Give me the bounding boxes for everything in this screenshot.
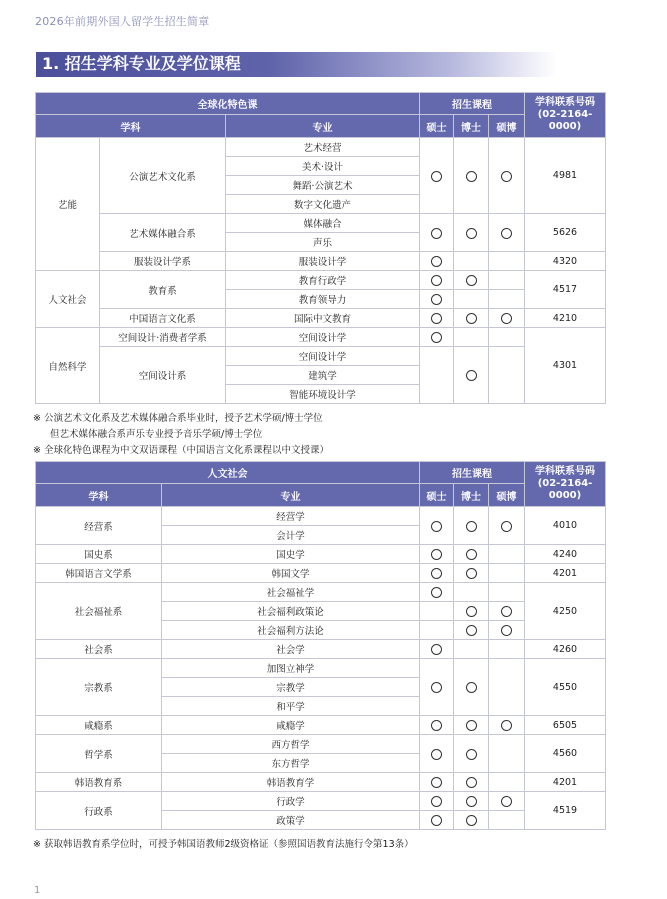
circle-icon xyxy=(466,682,477,693)
contact-code: 4320 xyxy=(525,252,606,271)
circle-icon xyxy=(431,275,442,286)
master-mark xyxy=(420,792,454,811)
combined-mark xyxy=(489,773,525,792)
major-header: 专业 xyxy=(162,484,420,507)
dept-cell: 中国语言文化系 xyxy=(100,309,226,328)
dept-cell: 教育系 xyxy=(100,271,226,309)
major-cell: 智能环境设计学 xyxy=(226,385,420,404)
dept-cell: 宗教系 xyxy=(36,659,162,716)
circle-icon xyxy=(431,294,442,305)
major-cell: 会计学 xyxy=(162,526,420,545)
major-cell: 韩国文学 xyxy=(162,564,420,583)
circle-icon xyxy=(466,625,477,636)
table-group-title: 全球化特色课 xyxy=(36,93,420,115)
major-cell: 东方哲学 xyxy=(162,754,420,773)
circle-icon xyxy=(431,777,442,788)
master-mark xyxy=(420,290,454,309)
contact-code: 4250 xyxy=(525,583,606,640)
master-mark xyxy=(420,621,454,640)
major-cell: 声乐 xyxy=(226,233,420,252)
combined-mark xyxy=(489,792,525,811)
dept-cell: 韩语教育系 xyxy=(36,773,162,792)
dept-cell: 空间设计系 xyxy=(100,347,226,404)
contact-code: 4010 xyxy=(525,507,606,545)
master-mark xyxy=(420,564,454,583)
major-cell: 社会福利政策论 xyxy=(162,602,420,621)
doctor-header: 博士 xyxy=(454,115,489,138)
master-mark xyxy=(420,583,454,602)
field-cell: 艺能 xyxy=(36,138,100,271)
circle-icon xyxy=(466,777,477,788)
combined-mark xyxy=(489,328,525,347)
combined-mark xyxy=(489,735,525,773)
circle-icon xyxy=(431,332,442,343)
dept-cell: 国史系 xyxy=(36,545,162,564)
combined-header: 硕博 xyxy=(489,484,525,507)
circle-icon xyxy=(466,521,477,532)
contact-header: 学科联系号码 (02-2164-0000) xyxy=(525,93,606,138)
contact-code: 4517 xyxy=(525,271,606,309)
master-header: 硕士 xyxy=(420,484,454,507)
circle-icon xyxy=(431,171,442,182)
major-cell: 行政学 xyxy=(162,792,420,811)
master-header: 硕士 xyxy=(420,115,454,138)
field-cell: 自然科学 xyxy=(36,328,100,404)
program-header: 招生课程 xyxy=(420,93,525,115)
contact-code: 4550 xyxy=(525,659,606,716)
doctor-mark xyxy=(454,290,489,309)
doctor-mark xyxy=(454,309,489,328)
major-cell: 加图立神学 xyxy=(162,659,420,678)
circle-icon xyxy=(466,815,477,826)
major-cell: 数字文化遗产 xyxy=(226,195,420,214)
table-group-title: 人文社会 xyxy=(36,462,420,484)
doctor-mark xyxy=(454,564,489,583)
combined-mark xyxy=(489,602,525,621)
contact-code: 4301 xyxy=(525,328,606,404)
circle-icon xyxy=(501,625,512,636)
circle-icon xyxy=(501,521,512,532)
major-cell: 艺术经营 xyxy=(226,138,420,157)
doctor-mark xyxy=(454,271,489,290)
master-mark xyxy=(420,735,454,773)
circle-icon xyxy=(466,549,477,560)
circle-icon xyxy=(501,796,512,807)
doctor-mark xyxy=(454,621,489,640)
dept-cell: 社会系 xyxy=(36,640,162,659)
global-program-table xyxy=(35,92,606,404)
contact-code: 4201 xyxy=(525,564,606,583)
master-mark xyxy=(420,507,454,545)
combined-mark xyxy=(489,252,525,271)
circle-icon xyxy=(466,171,477,182)
combined-mark xyxy=(489,545,525,564)
major-cell: 社会学 xyxy=(162,640,420,659)
master-mark xyxy=(420,309,454,328)
contact-code: 4519 xyxy=(525,792,606,830)
major-cell: 经营学 xyxy=(162,507,420,526)
combined-mark xyxy=(489,214,525,252)
major-cell: 社会福祉学 xyxy=(162,583,420,602)
doctor-mark xyxy=(454,602,489,621)
master-mark xyxy=(420,773,454,792)
major-cell: 国际中文教育 xyxy=(226,309,420,328)
major-cell: 社会福利方法论 xyxy=(162,621,420,640)
combined-mark xyxy=(489,716,525,735)
doctor-mark xyxy=(454,138,489,214)
contact-code: 4210 xyxy=(525,309,606,328)
contact-code: 6505 xyxy=(525,716,606,735)
circle-icon xyxy=(466,720,477,731)
doctor-mark xyxy=(454,811,489,830)
major-header: 专业 xyxy=(226,115,420,138)
master-mark xyxy=(420,138,454,214)
combined-mark xyxy=(489,347,525,404)
combined-mark xyxy=(489,640,525,659)
major-cell: 西方哲学 xyxy=(162,735,420,754)
doctor-mark xyxy=(454,507,489,545)
major-cell: 空间设计学 xyxy=(226,328,420,347)
circle-icon xyxy=(501,720,512,731)
circle-icon xyxy=(431,796,442,807)
master-mark xyxy=(420,716,454,735)
doctor-mark xyxy=(454,716,489,735)
note-line: ※ 获取韩语教育系学位时，可授予韩国语教师2级资格证（参照国语教育法施行令第13条） xyxy=(33,839,414,850)
circle-icon xyxy=(431,521,442,532)
major-cell: 政策学 xyxy=(162,811,420,830)
circle-icon xyxy=(466,275,477,286)
circle-icon xyxy=(431,644,442,655)
circle-icon xyxy=(466,749,477,760)
master-mark xyxy=(420,602,454,621)
document-header: 2026年前期外国人留学生招生简章 xyxy=(35,15,210,28)
circle-icon xyxy=(431,568,442,579)
master-mark xyxy=(420,214,454,252)
combined-mark xyxy=(489,507,525,545)
doctor-mark xyxy=(454,640,489,659)
major-cell: 和平学 xyxy=(162,697,420,716)
dept-header: 学科 xyxy=(36,484,162,507)
major-cell: 教育行政学 xyxy=(226,271,420,290)
master-mark xyxy=(420,252,454,271)
circle-icon xyxy=(466,606,477,617)
circle-icon xyxy=(466,796,477,807)
circle-icon xyxy=(466,313,477,324)
circle-icon xyxy=(431,228,442,239)
combined-mark xyxy=(489,811,525,830)
dept-cell: 服装设计学系 xyxy=(100,252,226,271)
combined-header: 硕博 xyxy=(489,115,525,138)
combined-mark xyxy=(489,564,525,583)
circle-icon xyxy=(466,370,477,381)
doctor-mark xyxy=(454,583,489,602)
major-cell: 咸瘾学 xyxy=(162,716,420,735)
major-cell: 宗教学 xyxy=(162,678,420,697)
dept-cell: 社会福祉系 xyxy=(36,583,162,640)
dept-cell: 韩国语言文学系 xyxy=(36,564,162,583)
combined-mark xyxy=(489,621,525,640)
doctor-mark xyxy=(454,659,489,716)
dept-cell: 公演艺术文化系 xyxy=(100,138,226,214)
doctor-mark xyxy=(454,328,489,347)
circle-icon xyxy=(466,228,477,239)
humanities-program-table xyxy=(35,461,606,830)
doctor-mark xyxy=(454,735,489,773)
page-number: 1 xyxy=(34,885,41,896)
field-cell: 人文社会 xyxy=(36,271,100,328)
major-cell: 建筑学 xyxy=(226,366,420,385)
circle-icon xyxy=(431,682,442,693)
master-mark xyxy=(420,640,454,659)
contact-code: 4201 xyxy=(525,773,606,792)
doctor-mark xyxy=(454,252,489,271)
combined-mark xyxy=(489,290,525,309)
dept-cell: 行政系 xyxy=(36,792,162,830)
program-header: 招生课程 xyxy=(420,462,525,484)
section-title: 1. 招生学科专业及学位课程 xyxy=(42,54,241,73)
circle-icon xyxy=(431,749,442,760)
circle-icon xyxy=(501,228,512,239)
contact-code: 4560 xyxy=(525,735,606,773)
doctor-mark xyxy=(454,773,489,792)
master-mark xyxy=(420,659,454,716)
master-mark xyxy=(420,347,454,404)
master-mark xyxy=(420,545,454,564)
major-cell: 美术·设计 xyxy=(226,157,420,176)
master-mark xyxy=(420,271,454,290)
dept-cell: 经营系 xyxy=(36,507,162,545)
combined-mark xyxy=(489,271,525,290)
doctor-header: 博士 xyxy=(454,484,489,507)
circle-icon xyxy=(431,549,442,560)
major-cell: 舞蹈·公演艺术 xyxy=(226,176,420,195)
major-cell: 韩语教育学 xyxy=(162,773,420,792)
dept-cell: 咸瘾系 xyxy=(36,716,162,735)
dept-cell: 艺术媒体融合系 xyxy=(100,214,226,252)
master-mark xyxy=(420,328,454,347)
combined-mark xyxy=(489,138,525,214)
major-cell: 服装设计学 xyxy=(226,252,420,271)
doctor-mark xyxy=(454,545,489,564)
combined-mark xyxy=(489,309,525,328)
circle-icon xyxy=(431,313,442,324)
circle-icon xyxy=(431,720,442,731)
contact-code: 4240 xyxy=(525,545,606,564)
note-line: ※ 全球化特色课程为中文双语课程（中国语言文化系课程以中文授课） xyxy=(33,445,329,456)
dept-header: 学科 xyxy=(36,115,226,138)
note-line: ※ 公演艺术文化系及艺术媒体融合系毕业时，授予艺术学硕/博士学位 xyxy=(33,413,323,424)
circle-icon xyxy=(431,256,442,267)
circle-icon xyxy=(431,587,442,598)
major-cell: 国史学 xyxy=(162,545,420,564)
doctor-mark xyxy=(454,214,489,252)
doctor-mark xyxy=(454,347,489,404)
contact-code: 4981 xyxy=(525,138,606,214)
dept-cell: 哲学系 xyxy=(36,735,162,773)
combined-mark xyxy=(489,583,525,602)
circle-icon xyxy=(501,606,512,617)
circle-icon xyxy=(466,568,477,579)
major-cell: 空间设计学 xyxy=(226,347,420,366)
major-cell: 教育领导力 xyxy=(226,290,420,309)
dept-cell: 空间设计·消费者学系 xyxy=(100,328,226,347)
circle-icon xyxy=(501,171,512,182)
major-cell: 媒体融合 xyxy=(226,214,420,233)
circle-icon xyxy=(431,815,442,826)
contact-header: 学科联系号码 (02-2164-0000) xyxy=(525,462,606,507)
contact-code: 4260 xyxy=(525,640,606,659)
circle-icon xyxy=(501,313,512,324)
master-mark xyxy=(420,811,454,830)
doctor-mark xyxy=(454,792,489,811)
contact-code: 5626 xyxy=(525,214,606,252)
combined-mark xyxy=(489,659,525,716)
note-line: 但艺术媒体融合系声乐专业授予音乐学硕/博士学位 xyxy=(50,429,263,440)
